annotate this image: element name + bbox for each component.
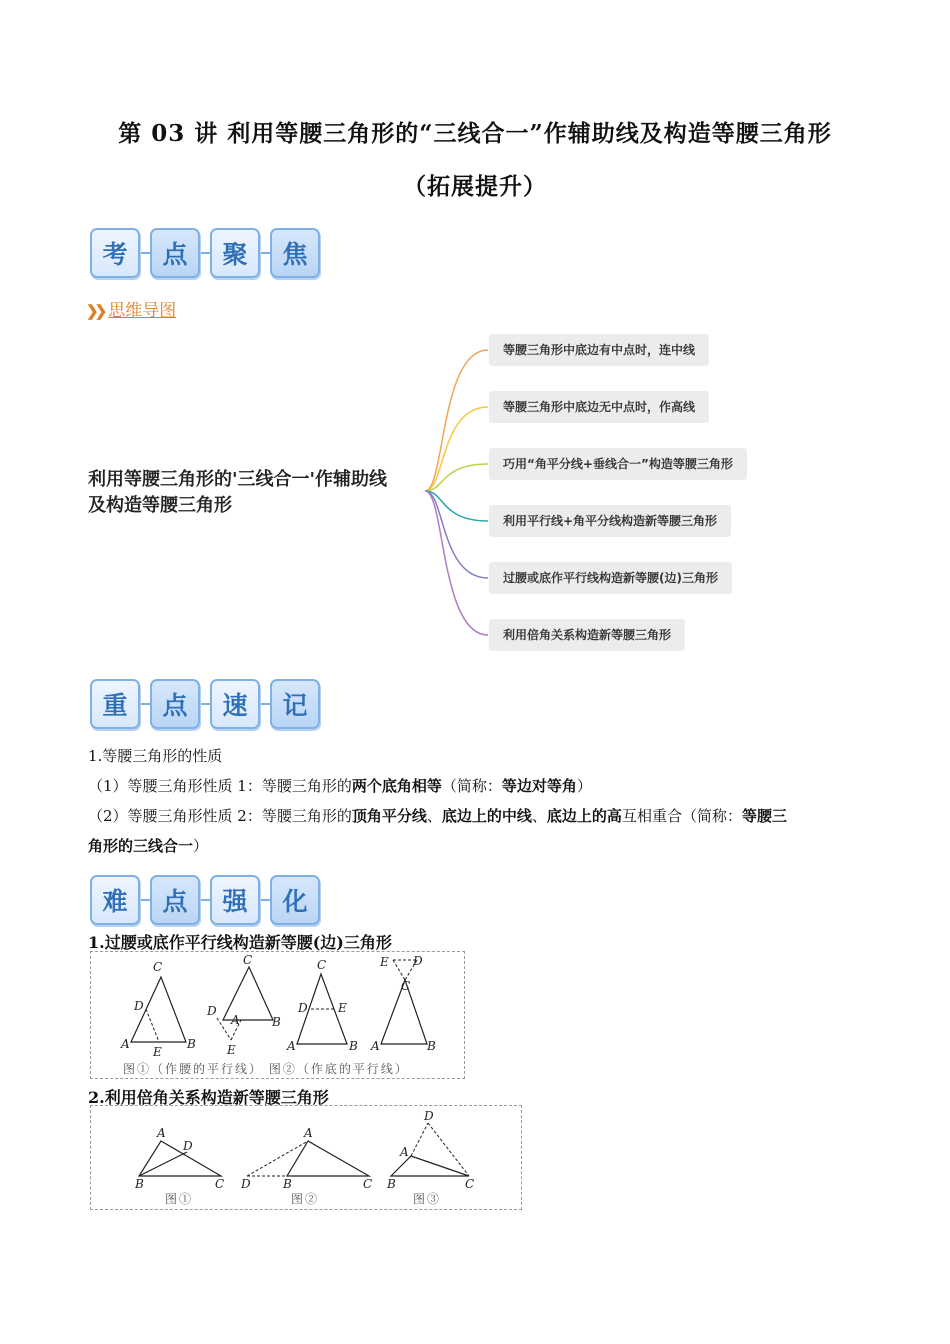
section-badge-keypoints — [90, 679, 320, 729]
badge-char: 化 — [270, 875, 320, 925]
svg-text:B: B — [283, 1177, 292, 1191]
svg-text:C: C — [215, 1177, 225, 1191]
svg-text:B: B — [387, 1177, 396, 1191]
property-2: （2）等腰三角形性质 2：等腰三角形的顶角平分线、底边上的中线、底边上的高互相重合（简称：等腰三 角形的三线合一） — [88, 807, 787, 855]
svg-text:A: A — [231, 1013, 240, 1027]
property-1: （1）等腰三角形性质 1：等腰三角形的两个底角相等（简称：等边对等角） — [88, 777, 592, 795]
svg-text:C: C — [363, 1177, 373, 1191]
svg-text:D: D — [183, 1139, 193, 1153]
mindmap-link[interactable]: 思维导图 — [108, 301, 177, 321]
svg-text:E: E — [380, 955, 389, 969]
svg-text:E: E — [227, 1043, 236, 1057]
mindmap-branch: 巧用“角平分线+垂线合一”构造等腰三角形 — [489, 448, 747, 480]
badge-connector — [200, 703, 210, 705]
svg-text:E: E — [338, 1001, 347, 1015]
svg-text:B: B — [135, 1177, 144, 1191]
svg-text:A: A — [304, 1126, 313, 1140]
svg-text:A: A — [287, 1039, 296, 1053]
badge-connector — [200, 899, 210, 901]
svg-text:D: D — [134, 999, 144, 1013]
mindmap-branch: 等腰三角形中底边有中点时，连中线 — [489, 334, 709, 366]
badge-char: 点 — [150, 228, 200, 278]
section-badge-difficult — [90, 875, 320, 925]
difficult-heading-1: 1.过腰或底作平行线构造新等腰(边)三角形 — [88, 933, 392, 952]
badge-connector — [260, 899, 270, 901]
badge-char: 点 — [150, 679, 200, 729]
badge-char: 记 — [270, 679, 320, 729]
figure-caption: 图① — [165, 1192, 194, 1206]
svg-text:D: D — [424, 1109, 434, 1123]
svg-text:D: D — [413, 954, 423, 968]
svg-text:A: A — [157, 1126, 166, 1140]
svg-text:A: A — [371, 1039, 380, 1053]
svg-text:D: D — [241, 1177, 251, 1191]
badge-char: 考 — [90, 228, 140, 278]
badge-connector — [140, 899, 150, 901]
svg-text:D: D — [298, 1001, 308, 1015]
page-subtitle: （拓展提升） — [403, 173, 547, 200]
mindmap-branch: 利用平行线+角平分线构造新等腰三角形 — [489, 505, 731, 537]
mindmap-heading — [86, 296, 176, 321]
mindmap-branch: 等腰三角形中底边无中点时，作高线 — [489, 391, 709, 423]
badge-char: 难 — [90, 875, 140, 925]
svg-text:C: C — [401, 979, 411, 993]
section-badge-focus — [90, 228, 320, 278]
svg-text:B: B — [349, 1039, 358, 1053]
badge-char: 焦 — [270, 228, 320, 278]
badge-connector — [260, 252, 270, 254]
svg-text:B: B — [427, 1039, 436, 1053]
badge-char: 聚 — [210, 228, 260, 278]
page-title: 第 03 讲 利用等腰三角形的“三线合一”作辅助线及构造等腰三角形 — [118, 120, 832, 147]
badge-char: 点 — [150, 875, 200, 925]
svg-text:B: B — [272, 1015, 281, 1029]
svg-text:D: D — [207, 1004, 217, 1018]
badge-connector — [140, 252, 150, 254]
badge-connector — [260, 703, 270, 705]
figure-caption: 图①（作腰的平行线） 图②（作底的平行线） — [123, 1062, 409, 1076]
svg-text:A: A — [400, 1145, 409, 1159]
svg-text:C: C — [153, 960, 163, 974]
figure-double-angle — [90, 1105, 522, 1210]
key-points — [88, 741, 868, 861]
badge-char: 强 — [210, 875, 260, 925]
double-chevron-icon: ❯❯ — [86, 302, 104, 320]
svg-text:C: C — [465, 1177, 475, 1191]
svg-text:A: A — [121, 1037, 130, 1051]
svg-text:C: C — [317, 958, 327, 972]
figure-parallel-lines — [90, 951, 465, 1079]
svg-text:C: C — [243, 953, 253, 967]
badge-connector — [200, 252, 210, 254]
badge-char: 重 — [90, 679, 140, 729]
badge-connector — [140, 703, 150, 705]
svg-text:B: B — [187, 1037, 196, 1051]
mindmap-branch: 利用倍角关系构造新等腰三角形 — [489, 619, 685, 651]
mindmap-branch: 过腰或底作平行线构造新等腰(边)三角形 — [489, 562, 732, 594]
mindmap-center: 利用等腰三角形的'三线合一'作辅助线及构造等腰三角形 — [88, 469, 388, 516]
difficult-heading-2: 2.利用倍角关系构造新等腰三角形 — [88, 1088, 329, 1107]
svg-text:E: E — [153, 1045, 162, 1059]
badge-char: 速 — [210, 679, 260, 729]
figure-caption: 图② — [291, 1192, 320, 1206]
key-points-heading: 1.等腰三角形的性质 — [88, 747, 223, 765]
figure-caption: 图③ — [413, 1192, 442, 1206]
